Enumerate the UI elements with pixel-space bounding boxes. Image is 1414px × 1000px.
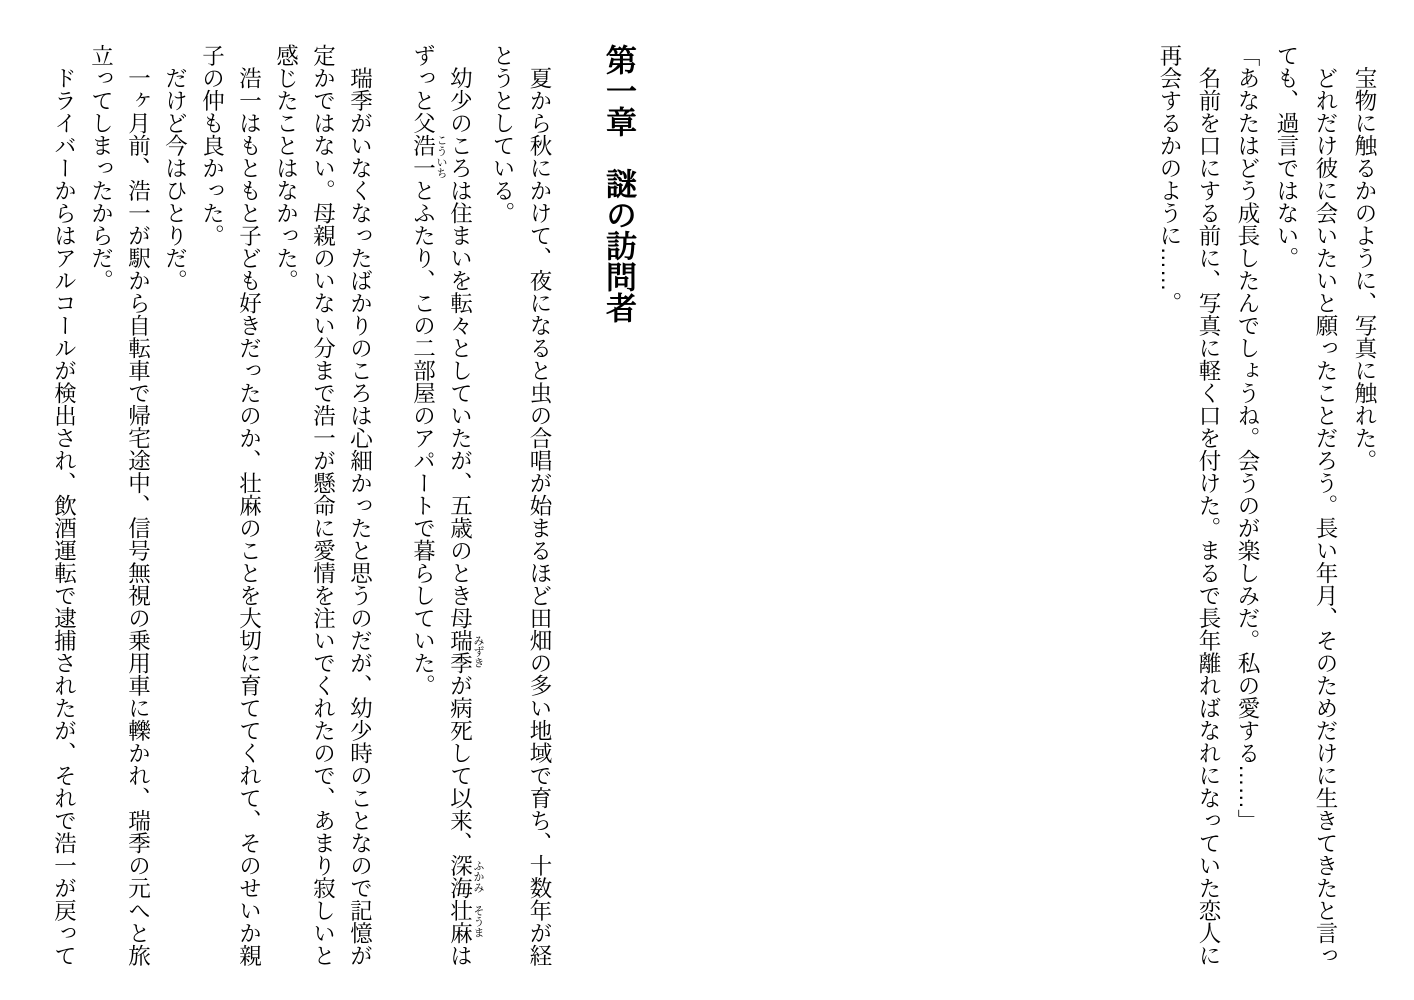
paragraph: だけど今はひとりだ。 (162, 44, 188, 292)
paragraph: 瑞季がいなくなったばかりのころは心細かったと思うのだが、幼少時のことなので記憶が定かではない。母親のいない分まで浩一が懸命に愛情を注いでくれたので、あまり寂しいと感じたことはなかった。 (273, 44, 373, 967)
ruby-annotation: 浩一 こういち (410, 134, 447, 179)
ruby-annotation: 壮麻 そうま (447, 899, 484, 944)
paragraph: どれだけ彼に会いたいと願ったことだろう。長い年月、そのためだけに生きてきたと言っても、過言ではない。 (1274, 44, 1338, 967)
page-right (1150, 44, 1384, 969)
paragraph: 名前を口にする前に、写真に軽く口を付けた。まるで長年離ればなれになっていた恋人に再会するかのように……。 (1157, 44, 1221, 967)
left-page-text (46, 44, 559, 969)
paragraph: 浩一はもともと子ども好きだったのか、壮麻のことを大切に育ててくれて、そのせいか親子の仲も良かった。 (199, 44, 262, 967)
page-left (46, 44, 641, 969)
ruby-annotation: 深海 ふかみ (447, 854, 484, 899)
paragraph: 幼少のころは住まいを転々としていたが、五歳のとき母瑞季 みずきが病死して以来、深海 ふかみ壮麻 そうまはずっと父浩一 こういちとふたり、この二部屋のアパートで暮らしていた。 (410, 44, 484, 967)
paragraph: 「あなたはどう成長したんでしょうね。会うのが楽しみだ。私の愛する……」 (1235, 44, 1260, 832)
ruby-annotation: 瑞季 みずき (447, 629, 484, 674)
paragraph: 宝物に触るかのように、写真に触れた。 (1352, 44, 1377, 472)
paragraph: 夏から秋にかけて、夜になると虫の合唱が始まるほど田畑の多い地域で育ち、十数年が経とうとしている。 (490, 44, 552, 967)
paragraph: 一ヶ月前、浩一が駅から自転車で帰宅途中、信号無視の乗用車に轢かれ、瑞季の元へと旅立ってしまったからだ。 (88, 44, 151, 967)
chapter-title: 第一章 謎の訪問者 (601, 44, 636, 323)
right-page-text (1150, 44, 1384, 969)
paragraph: ドライバーからはアルコールが検出され、飲酒運転で逮捕されたが、それで浩一が戻って (51, 44, 77, 967)
